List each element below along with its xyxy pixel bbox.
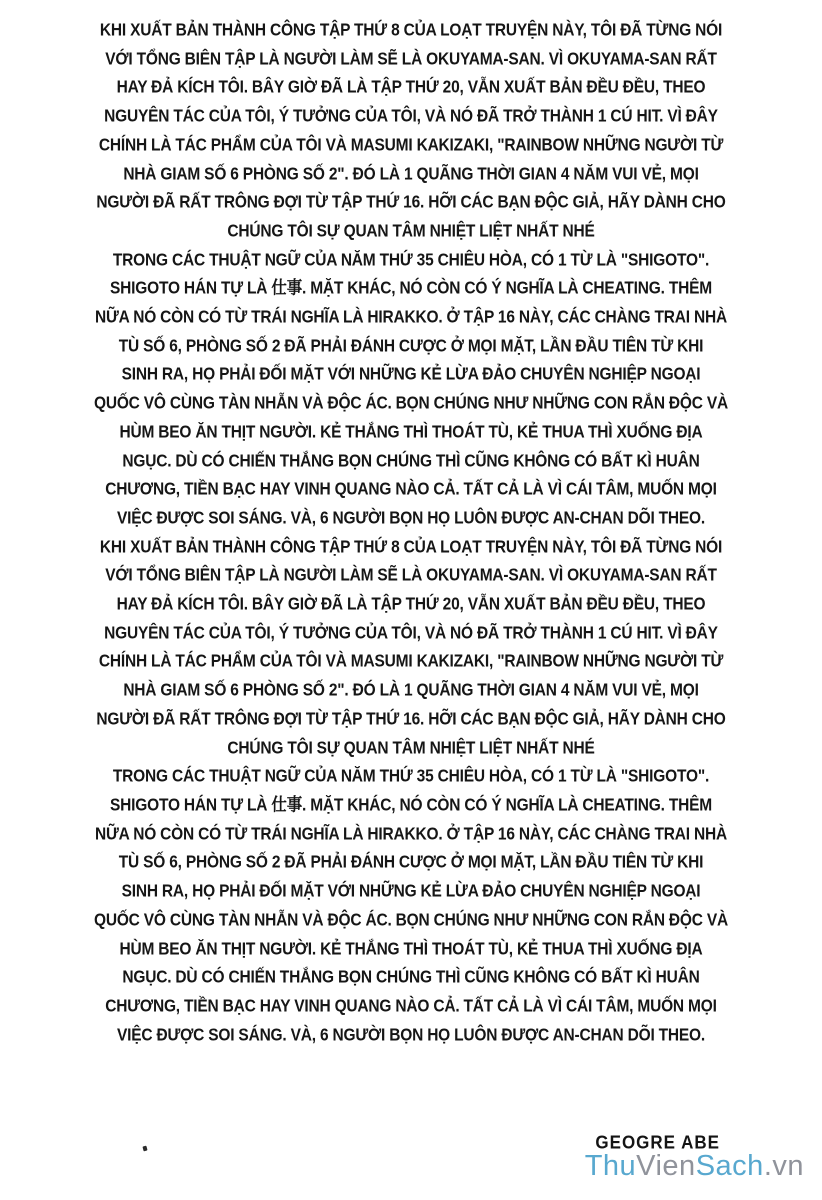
note-line: NGUYÊN TÁC CỦA TÔI, Ý TƯỞNG CỦA TÔI, VÀ NÓ ĐÃ TRỞ THÀNH 1 CÚ HIT. VÌ ĐÂY [104,623,718,643]
note-line: CHƯƠNG, TIỀN BẠC HAY VINH QUANG NÀO CẢ. TẤT CẢ LÀ VÌ CÁI TÂM, MUỐN MỌI [105,479,717,500]
note-line: NỮA NÓ CÒN CÓ TỪ TRÁI NGHĨA LÀ HIRAKKO. Ở TẬP 16 NÀY, CÁC CHÀNG TRAI NHÀ [95,307,727,328]
note-line: CHÚNG TÔI SỰ QUAN TÂM NHIỆT LIỆT NHẤT NHÉ [227,221,595,242]
note-line: KHI XUẤT BẢN THÀNH CÔNG TẬP THỨ 8 CỦA LOẠT TRUYỆN NÀY, TÔI ĐÃ TỪNG NÓI [99,20,723,41]
note-line: TRONG CÁC THUẬT NGỮ CỦA NĂM THỨ 35 CHIÊU HÒA, CÓ 1 TỪ LÀ "SHIGOTO". [112,766,710,787]
note-line: TÙ SỐ 6, PHÒNG SỐ 2 ĐÃ PHẢI ĐÁNH CƯỢC Ở MỌI MẶT, LẦN ĐẦU TIÊN TỪ KHI [118,336,704,356]
note-line: NGỤC. DÙ CÓ CHIẾN THẮNG BỌN CHÚNG THÌ CŨNG KHÔNG CÓ BẤT KÌ HUÂN [122,967,700,988]
note-line: CHÍNH LÀ TÁC PHẨM CỦA TÔI VÀ MASUMI KAKIZAKI, "RAINBOW NHỮNG NGƯỜI TỪ [98,652,724,672]
note-line: VIỆC ĐƯỢC SOI SÁNG. VÀ, 6 NGƯỜI BỌN HỌ LUÔN ĐƯỢC AN-CHAN DÕI THEO. [116,508,706,529]
note-line: VỚI TỔNG BIÊN TẬP LÀ NGƯỜI LÀM SẼ LÀ OKUYAMA-SAN. VÌ OKUYAMA-SAN RẤT [105,565,717,586]
note-line: CHÚNG TÔI SỰ QUAN TÂM NHIỆT LIỆT NHẤT NHÉ [227,738,595,758]
author-credit: GEOGRE ABE [595,1132,720,1153]
note-line: SHIGOTO HÁN TỰ LÀ 仕事. MẶT KHÁC, NÓ CÒN CÓ Ý NGHĨA LÀ CHEATING. THÊM [110,278,712,299]
note-line: QUỐC VÔ CÙNG TÀN NHẪN VÀ ĐỘC ÁC. BỌN CHÚNG NHƯ NHỮNG CON RẮN ĐỘC VÀ [93,910,729,930]
note-line: SHIGOTO HÁN TỰ LÀ 仕事. MẶT KHÁC, NÓ CÒN CÓ Ý NGHĨA LÀ CHEATING. THÊM [110,795,712,816]
note-line: HÙM BEO ĂN THỊT NGƯỜI. KẺ THẮNG THÌ THOÁT TÙ, KẺ THUA THÌ XUỐNG ĐỊA [119,939,703,959]
watermark-part: Thu [584,1150,637,1182]
note-line: CHƯƠNG, TIỀN BẠC HAY VINH QUANG NÀO CẢ. TẤT CẢ LÀ VÌ CÁI TÂM, MUỐN MỌI [105,996,717,1017]
note-line: NGUYÊN TÁC CỦA TÔI, Ý TƯỞNG CỦA TÔI, VÀ NÓ ĐÃ TRỞ THÀNH 1 CÚ HIT. VÌ ĐÂY [104,106,718,127]
note-line: HÙM BEO ĂN THỊT NGƯỜI. KẺ THẮNG THÌ THOÁT TÙ, KẺ THUA THÌ XUỐNG ĐỊA [119,422,703,442]
note-line: TÙ SỐ 6, PHÒNG SỐ 2 ĐÃ PHẢI ĐÁNH CƯỢC Ở MỌI MẶT, LẦN ĐẦU TIÊN TỪ KHI [118,852,704,873]
watermark-part: Sach [695,1150,764,1182]
note-line: HAY ĐẢ KÍCH TÔI. BÂY GIỜ ĐÃ LÀ TẬP THỨ 20, VẪN XUẤT BẢN ĐỀU ĐỀU, THEO [116,78,706,98]
watermark-part: Vien [636,1150,696,1182]
note-line: NGƯỜI ĐÃ RẤT TRÔNG ĐỢI TỪ TẬP THỨ 16. HỠI CÁC BẠN ĐỘC GIẢ, HÃY DÀNH CHO [96,709,726,730]
note-line: TRONG CÁC THUẬT NGỮ CỦA NĂM THỨ 35 CHIÊU HÒA, CÓ 1 TỪ LÀ "SHIGOTO". [112,250,710,270]
note-line: VIỆC ĐƯỢC SOI SÁNG. VÀ, 6 NGƯỜI BỌN HỌ LUÔN ĐƯỢC AN-CHAN DÕI THEO. [116,1025,706,1045]
note-line: CHÍNH LÀ TÁC PHẨM CỦA TÔI VÀ MASUMI KAKIZAKI, "RAINBOW NHỮNG NGƯỜI TỪ [98,135,724,155]
thuviensach-watermark [585,1150,804,1183]
note-line: NHÀ GIAM SỐ 6 PHÒNG SỐ 2". ĐÓ LÀ 1 QUÃNG THỜI GIAN 4 NĂM VUI VẺ, MỌI [123,680,699,701]
note-line: KHI XUẤT BẢN THÀNH CÔNG TẬP THỨ 8 CỦA LOẠT TRUYỆN NÀY, TÔI ĐÃ TỪNG NÓI [99,537,723,557]
note-line: SINH RA, HỌ PHẢI ĐỐI MẶT VỚI NHỮNG KẺ LỪA ĐẢO CHUYÊN NGHIỆP NGOẠI [121,881,701,902]
note-line: NGƯỜI ĐÃ RẤT TRÔNG ĐỢI TỪ TẬP THỨ 16. HỠI CÁC BẠN ĐỘC GIẢ, HÃY DÀNH CHO [96,192,726,213]
note-line: NỮA NÓ CÒN CÓ TỪ TRÁI NGHĨA LÀ HIRAKKO. Ở TẬP 16 NÀY, CÁC CHÀNG TRAI NHÀ [95,824,727,844]
note-line: NGỤC. DÙ CÓ CHIẾN THẮNG BỌN CHÚNG THÌ CŨNG KHÔNG CÓ BẤT KÌ HUÂN [122,451,700,471]
watermark-part: .vn [763,1150,804,1182]
stray-ink-mark [142,1146,147,1152]
note-line: SINH RA, HỌ PHẢI ĐỐI MẶT VỚI NHỮNG KẺ LỪA ĐẢO CHUYÊN NGHIỆP NGOẠI [121,365,701,385]
note-line: QUỐC VÔ CÙNG TÀN NHẪN VÀ ĐỘC ÁC. BỌN CHÚNG NHƯ NHỮNG CON RẮN ĐỘC VÀ [93,393,729,414]
note-line: VỚI TỔNG BIÊN TẬP LÀ NGƯỜI LÀM SẼ LÀ OKUYAMA-SAN. VÌ OKUYAMA-SAN RẤT [105,49,717,69]
note-line: NHÀ GIAM SỐ 6 PHÒNG SỐ 2". ĐÓ LÀ 1 QUÃNG THỜI GIAN 4 NĂM VUI VẺ, MỌI [123,164,699,184]
note-line: HAY ĐẢ KÍCH TÔI. BÂY GIỜ ĐÃ LÀ TẬP THỨ 20, VẪN XUẤT BẢN ĐỀU ĐỀU, THEO [116,594,706,615]
author-note-text [0,17,822,1050]
